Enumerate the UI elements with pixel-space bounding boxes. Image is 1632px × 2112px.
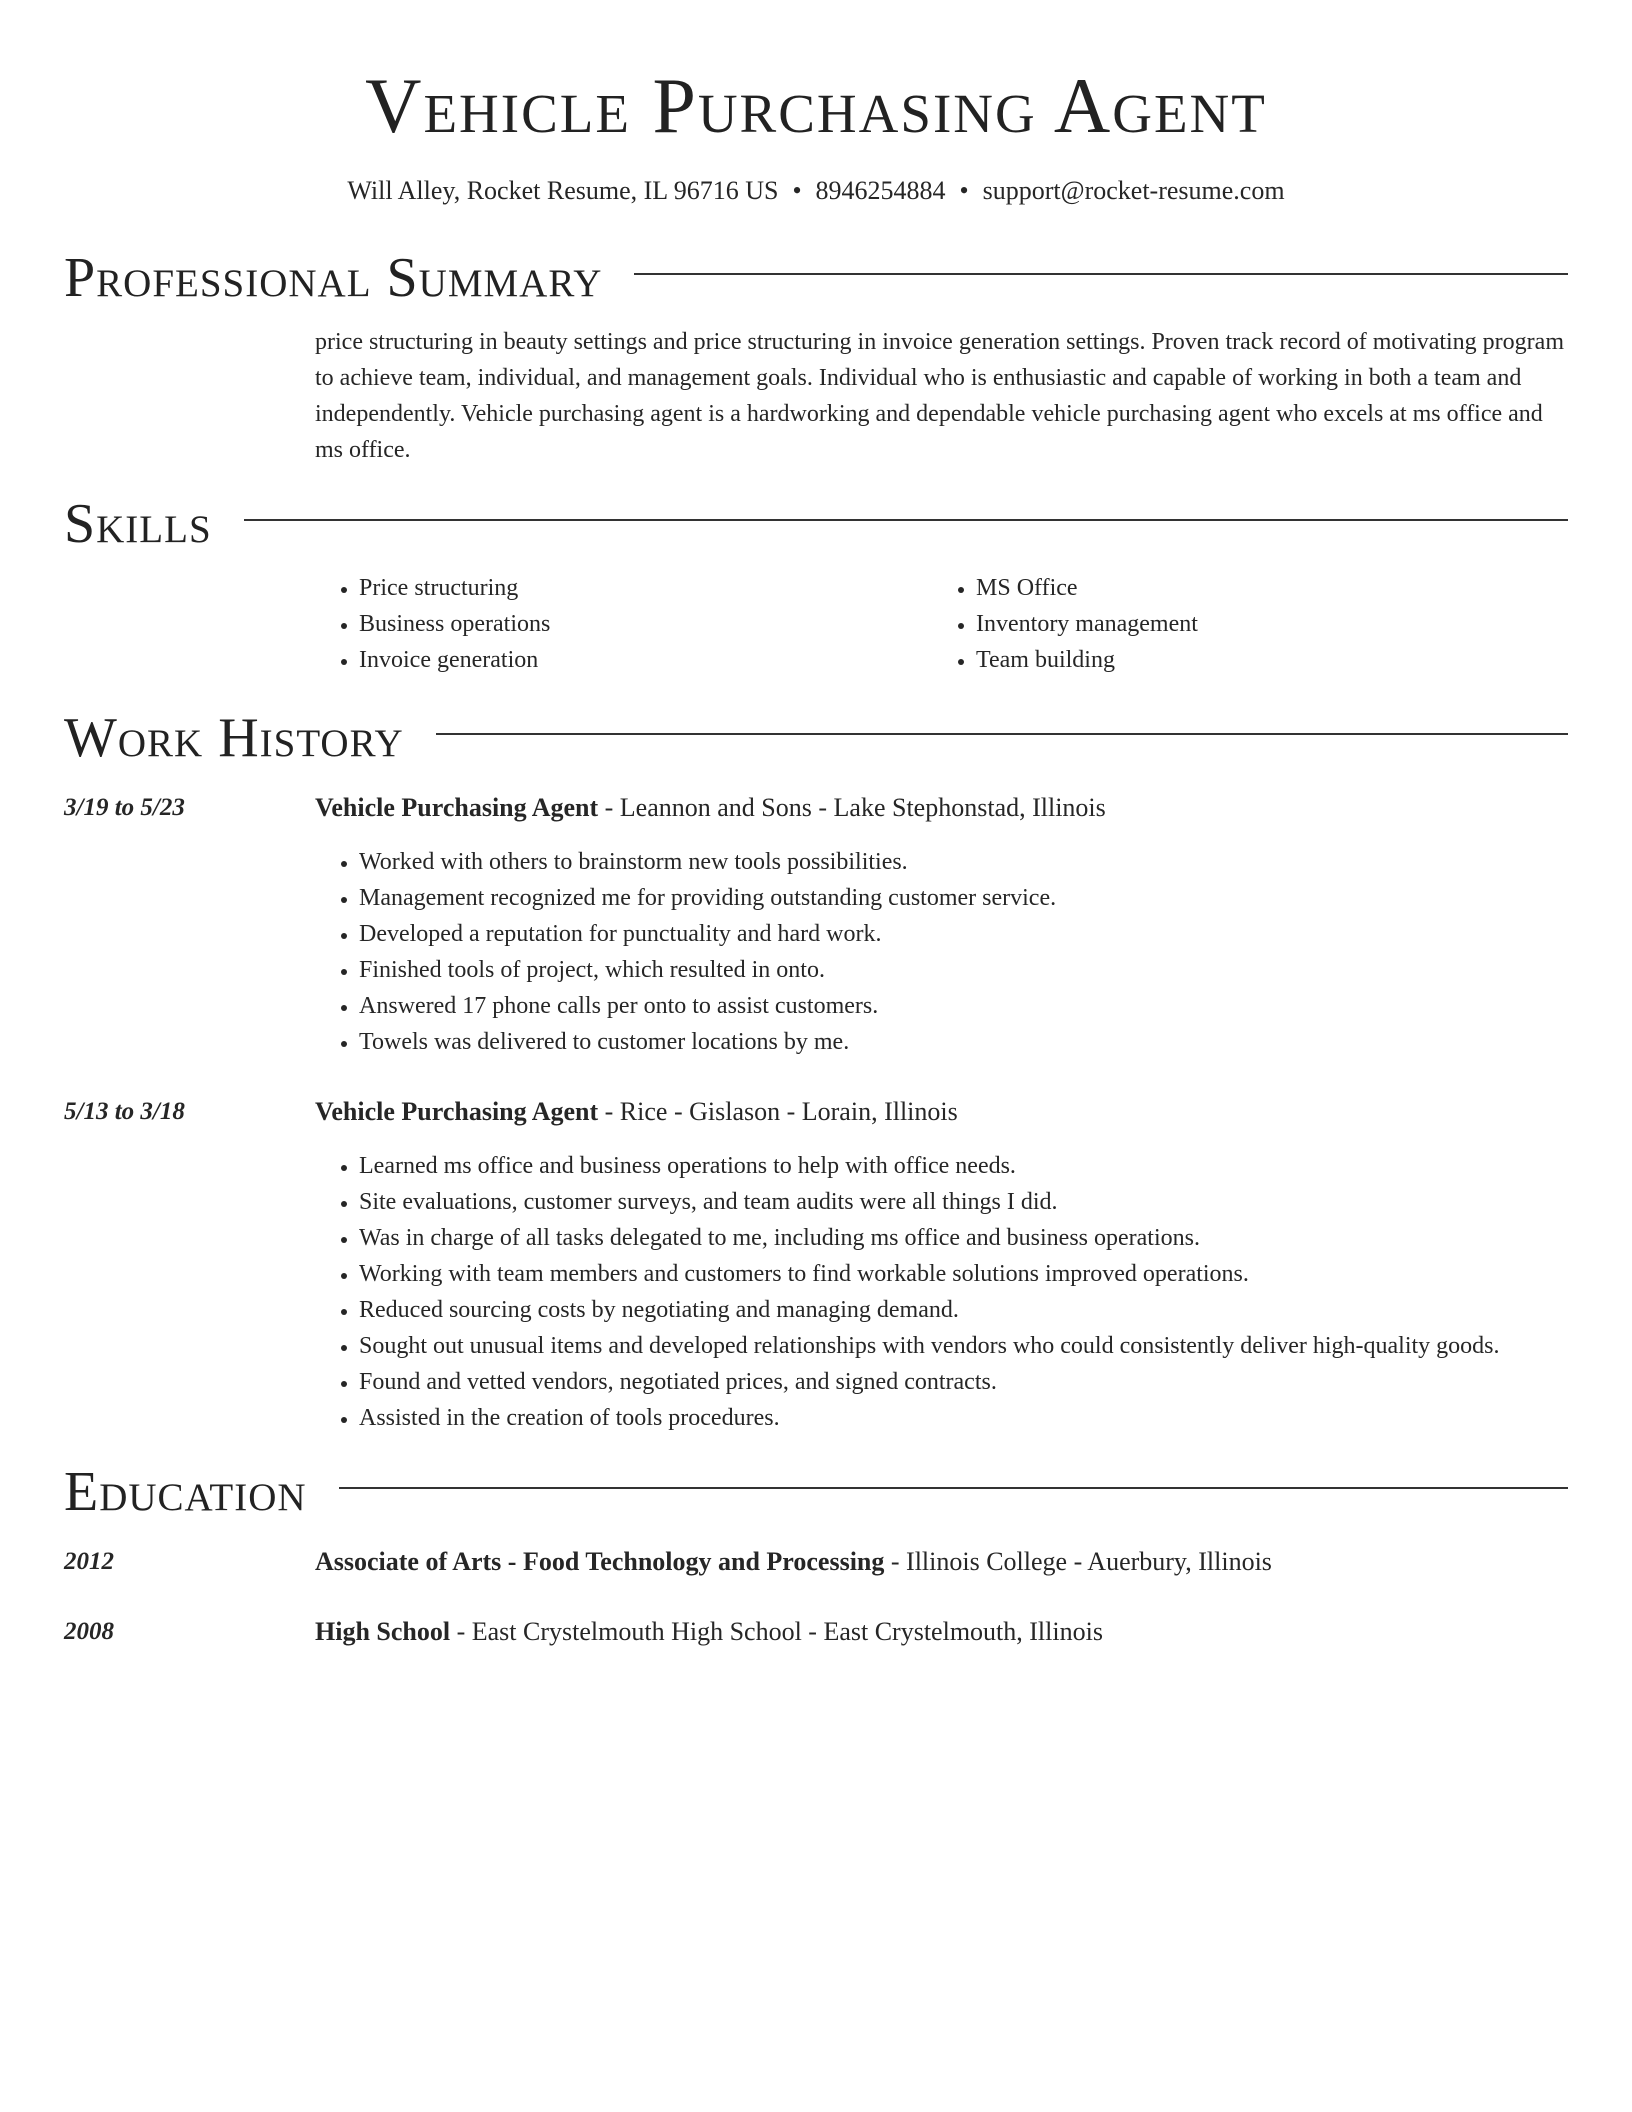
section-divider — [339, 1487, 1568, 1489]
skill-item: • Price structuring — [359, 570, 932, 606]
skills-heading-row — [64, 488, 1568, 560]
job-details: - Leannon and Sons - Lake Stephonstad, Illinois — [598, 793, 1106, 822]
job-bullets — [315, 1148, 1568, 1436]
skills-list-left — [315, 570, 932, 678]
job-bullet: • Site evaluations, customer surveys, and team audits were all things I did. — [359, 1184, 1568, 1220]
job-bullet: • Towels was delivered to customer locations by me. — [359, 1024, 1568, 1060]
job-entry — [64, 790, 1568, 1060]
education-heading: Education — [64, 1461, 307, 1523]
job-bullet: • Assisted in the creation of tools procedures. — [359, 1400, 1568, 1436]
contact-email: support@rocket-resume.com — [982, 176, 1285, 205]
skills-section — [64, 488, 1568, 678]
job-bullet: • Working with team members and customers to find workable solutions improved operations. — [359, 1256, 1568, 1292]
job-bullet: • Was in charge of all tasks delegated to me, including ms office and business operations. — [359, 1220, 1568, 1256]
job-title-line — [315, 1094, 1568, 1130]
education-details: - East Crystelmouth High School - East Crystelmouth, Illinois — [450, 1617, 1103, 1646]
skills-list-right — [932, 570, 1549, 678]
contact-separator: • — [792, 176, 802, 205]
education-body — [315, 1544, 1568, 1580]
job-bullets — [315, 844, 1568, 1060]
skill-item: • MS Office — [976, 570, 1549, 606]
skills-heading: Skills — [64, 493, 212, 555]
job-dates: 3/19 to 5/23 — [64, 794, 185, 821]
skill-item: • Inventory management — [976, 606, 1549, 642]
job-title: Vehicle Purchasing Agent — [315, 793, 599, 822]
summary-heading-row — [64, 242, 1568, 314]
work-heading-row — [64, 702, 1568, 774]
job-bullet: • Sought out unusual items and developed relationships with vendors who could consistently deliver high-quality goods. — [359, 1328, 1568, 1364]
education-details: - Illinois College - Auerbury, Illinois — [884, 1547, 1272, 1576]
education-heading-row — [64, 1456, 1568, 1528]
summary-heading: Professional Summary — [64, 247, 603, 309]
job-bullet: • Found and vetted vendors, negotiated prices, and signed contracts. — [359, 1364, 1568, 1400]
resume-page — [64, 0, 1568, 1650]
job-entry — [64, 1094, 1568, 1436]
education-entry — [64, 1614, 1568, 1650]
job-body — [315, 790, 1568, 1060]
job-bullet: • Learned ms office and business operations to help with office needs. — [359, 1148, 1568, 1184]
summary-text: price structuring in beauty settings and price structuring in invoice generation settings. Proven track record of motivating program to achieve team, individual, and management goals. Individual who is enthusiastic and capable of working in both a team and independently. Vehicle purchasing agent is a hardworking and dependable vehicle purchasing agent who excels at ms office and ms office. — [315, 329, 1564, 463]
job-bullet: • Reduced sourcing costs by negotiating and managing demand. — [359, 1292, 1568, 1328]
education-body — [315, 1614, 1568, 1650]
contact-separator: • — [959, 176, 969, 205]
summary-section — [64, 242, 1568, 468]
job-body — [315, 1094, 1568, 1436]
job-bullet: • Developed a reputation for punctuality and hard work. — [359, 916, 1568, 952]
job-bullet: • Finished tools of project, which resulted in onto. — [359, 952, 1568, 988]
resume-name: Vehicle Purchasing Agent — [365, 62, 1267, 149]
education-section — [64, 1456, 1568, 1650]
education-title-line — [315, 1614, 1568, 1650]
skill-item: • Invoice generation — [359, 642, 932, 678]
education-entry — [64, 1544, 1568, 1580]
education-year: 2012 — [64, 1548, 114, 1575]
contact-address: Will Alley, Rocket Resume, IL 96716 US — [347, 176, 779, 205]
section-divider — [634, 273, 1568, 275]
job-title-line — [315, 790, 1568, 826]
skills-grid — [315, 570, 1568, 678]
work-heading: Work History — [64, 707, 404, 769]
education-year: 2008 — [64, 1618, 114, 1645]
education-title-line — [315, 1544, 1568, 1580]
contact-line — [64, 174, 1568, 208]
job-details: - Rice - Gislason - Lorain, Illinois — [598, 1097, 958, 1126]
job-bullet: • Worked with others to brainstorm new tools possibilities. — [359, 844, 1568, 880]
summary-content — [315, 324, 1568, 468]
education-degree: High School — [315, 1617, 451, 1646]
contact-phone: 8946254884 — [815, 176, 946, 205]
section-divider — [436, 733, 1568, 735]
work-section — [64, 702, 1568, 1436]
job-bullet: • Management recognized me for providing outstanding customer service. — [359, 880, 1568, 916]
education-degree: Associate of Arts - Food Technology and Processing — [315, 1547, 885, 1576]
section-divider — [244, 519, 1568, 521]
skill-item: • Business operations — [359, 606, 932, 642]
job-title: Vehicle Purchasing Agent — [315, 1097, 599, 1126]
job-dates: 5/13 to 3/18 — [64, 1098, 185, 1125]
skill-item: • Team building — [976, 642, 1549, 678]
job-bullet: • Answered 17 phone calls per onto to assist customers. — [359, 988, 1568, 1024]
